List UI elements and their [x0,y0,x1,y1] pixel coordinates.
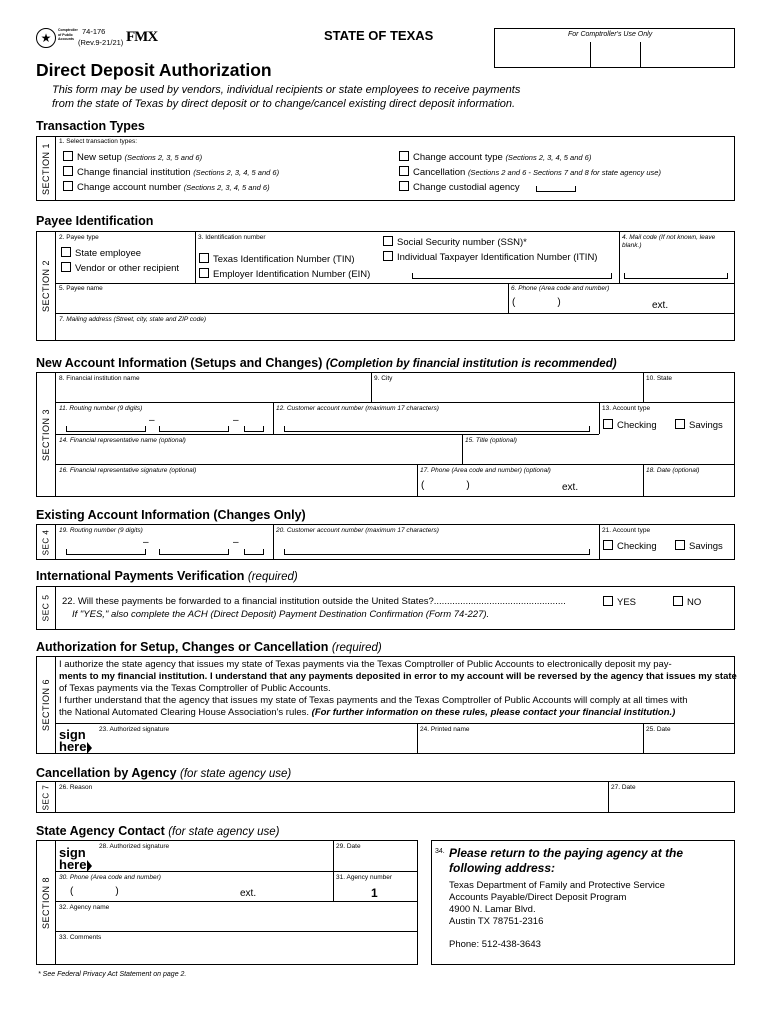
section-2-side: SECTION 2 [36,231,56,341]
fm-mark: FMX [126,29,158,45]
existing-checking-option[interactable]: Checking [603,540,657,552]
section-4-side: SEC 4 [36,524,56,560]
authorization-date-label: 25. Date [646,726,671,733]
agency-phone-label: 30. Phone (Area code and number) [59,874,161,881]
agency-phone-ext[interactable]: ext. [240,888,257,899]
checkbox[interactable] [383,251,393,261]
international-note: If "YES," also complete the ACH (Direct Deposit) Payment Destination Confirmation (Form 74-227). [72,609,490,620]
state-employee-option[interactable]: State employee [61,247,141,259]
payee-phone-ext[interactable]: ext. [652,300,669,311]
existing-account-label: 20. Customer account number (maximum 17 characters) [276,527,439,534]
routing-dash-1: – [149,415,155,426]
routing-field-2[interactable] [159,426,229,432]
existing-routing-dash-1: – [143,537,149,548]
checkbox[interactable] [63,151,73,161]
payee-phone-label: 6. Phone (Area code and number) [511,285,610,292]
section-6-heading: Authorization for Setup, Changes or Cancellation (required) [36,640,382,654]
rep-phone-ext[interactable]: ext. [562,482,579,493]
custodial-agency-option[interactable]: Change custodial agency [399,181,520,193]
form-revision: (Rev.9-21/21) [78,38,124,47]
change-account-type-option[interactable]: Change account type (Sections 2, 3, 4, 5 and 6) [399,151,591,163]
ein-option[interactable]: Employer Identification Number (EIN) [199,268,370,280]
agency-date-label: 29. Date [336,843,361,850]
comptroller-logo: ★ [36,28,56,48]
section-5 [36,586,735,630]
section-8-side: SECTION 8 [36,840,56,965]
section-3-side: SECTION 3 [36,372,56,497]
existing-routing-field-1[interactable] [66,549,146,555]
existing-routing-label: 19. Routing number (9 digits) [59,527,143,534]
custodial-code-field[interactable] [536,186,576,192]
intro-line-1: This form may be used by vendors, individual recipients or state employees to receive payments [52,84,521,96]
intro-line-2: from the state of Texas by direct deposit or to change/cancel existing direct deposit information. [52,98,516,110]
checkbox[interactable] [603,419,613,429]
checking-option[interactable]: Checking [603,419,657,431]
international-question: 22. Will these payments be forwarded to a financial institution outside the United States?.................................................. [62,596,566,607]
existing-routing-field-2[interactable] [159,549,229,555]
return-title-1: Please return to the paying agency at the [449,846,684,860]
section-6-side: SECTION 6 [36,656,56,754]
section-3-heading: New Account Information (Setups and Changes) (Completion by financial institution is recommended) [36,356,617,370]
reason-label: 26. Reason [59,784,93,791]
vendor-option[interactable]: Vendor or other recipient [61,262,179,274]
account-label: 12. Customer account number (maximum 17 characters) [276,405,439,412]
form-number: 74-176 [82,27,106,36]
page-title: Direct Deposit Authorization [36,60,272,80]
checkbox[interactable] [675,419,685,429]
select-label: 1. Select transaction types: [59,138,138,145]
agency-signature-label: 28. Authorized signature [99,843,170,850]
new-setup-option[interactable]: New setup (Sections 2, 3, 5 and 6) [63,151,202,163]
existing-routing-field-3[interactable] [244,549,264,555]
checkbox[interactable] [399,151,409,161]
mail-code-label: 4. Mail code (If not known, leave blank.) [622,234,716,249]
checkbox[interactable] [675,540,685,550]
agency-number-value[interactable]: 1 [371,886,378,900]
checkbox[interactable] [61,247,71,257]
printed-name-label: 24. Printed name [420,726,470,733]
savings-option[interactable]: Savings [675,419,723,431]
payee-phone-area[interactable]: ( ) [512,297,561,308]
comments-label: 33. Comments [59,934,102,941]
checkbox[interactable] [603,540,613,550]
checkbox[interactable] [199,268,209,278]
return-title-2: following address: [449,861,556,875]
routing-field-1[interactable] [66,426,146,432]
state-label: 10. State [646,375,673,382]
payee-name-label: 5. Payee name [59,285,103,292]
sign-here-marker: sign here [59,729,92,754]
checkbox[interactable] [63,166,73,176]
checkbox[interactable] [199,253,209,263]
mail-code-field[interactable] [624,273,728,279]
rep-name-label: 14. Financial representative name (optional) [59,437,186,444]
change-fi-option[interactable]: Change financial institution (Sections 2, 3, 4, 5 and 6) [63,166,279,178]
ssn-option[interactable]: Social Security number (SSN)* [383,236,527,248]
section-5-side: SEC 5 [36,586,56,630]
agency-phone-area[interactable]: ( ) [70,886,119,897]
checkbox[interactable] [383,236,393,246]
change-account-number-option[interactable]: Change account number (Sections 2, 3, 4, 5 and 6) [63,181,270,193]
section-1-side: SECTION 1 [36,136,56,201]
privacy-footnote: * See Federal Privacy Act Statement on page 2. [38,971,187,978]
section-8 [36,840,418,965]
return-number: 34. [435,848,445,855]
checkbox[interactable] [603,596,613,606]
section-5-heading: International Payments Verification (required) [36,569,298,583]
comptroller-use-label: For Comptroller's Use Only [568,31,653,38]
routing-dash-2: – [233,415,239,426]
fi-name-label: 8. Financial institution name [59,375,140,382]
identification-label: 3. Identification number [198,234,266,241]
id-number-field[interactable] [412,273,612,279]
account-field[interactable] [284,426,590,432]
checkbox[interactable] [673,596,683,606]
checkbox[interactable] [399,181,409,191]
tin-option[interactable]: Texas Identification Number (TIN) [199,253,355,265]
return-phone: Phone: 512-438-3643 [449,939,541,950]
international-no[interactable]: NO [673,596,701,608]
agency-number-label: 31. Agency number [336,874,393,881]
checkbox[interactable] [399,166,409,176]
agency-name-label: 32. Agency name [59,904,110,911]
checkbox[interactable] [61,262,71,272]
section-4-heading: Existing Account Information (Changes Only) [36,508,306,522]
section-8-heading: State Agency Contact (for state agency use) [36,824,280,838]
cancellation-date-label: 27. Date [611,784,636,791]
existing-savings-option[interactable]: Savings [675,540,723,552]
rep-date-label: 18. Date (optional) [646,467,700,474]
rep-signature-label: 16. Financial representative signature (optional) [59,467,197,474]
payee-type-label: 2. Payee type [59,234,99,241]
account-type-label: 13. Account type [602,405,651,412]
existing-account-field[interactable] [284,549,590,555]
checkbox[interactable] [63,181,73,191]
section-7-side: SEC 7 [36,781,56,813]
return-address: Texas Department of Family and Protective Service Accounts Payable/Direct Deposit Program 4900 N. Lamar Blvd. Austin TX 78751-2316 [449,880,665,927]
routing-field-3[interactable] [244,426,264,432]
existing-routing-dash-2: – [233,537,239,548]
rep-phone-area[interactable]: ( ) [421,480,470,491]
international-yes[interactable]: YES [603,596,636,608]
authorization-text: I authorize the state agency that issues my state of Texas payments via the Texas Comptroller of Public Accounts to electronically deposit my pay- ments to my financial institution. I understand that any payments deposited in error to my account will be reversed by the agency that issues my state of Texas payments via the Texas Comptroller of Public Accounts. I further understand that the agency that issues my state of Texas payments and the Texas Comptroller of Public Accounts will comply at all times with the National Automated Clearing House Association's rules. (For further information on these rules, please contact your financial institution.) [59,659,737,718]
section-7-heading: Cancellation by Agency (for state agency use) [36,766,292,780]
section-1-heading: Transaction Types [36,119,145,133]
rep-phone-label: 17. Phone (Area code and number) (optional) [420,467,551,474]
cancellation-option[interactable]: Cancellation (Sections 2 and 6 - Sections 7 and 8 for state agency use) [399,166,661,178]
title-label: 15. Title (optional) [465,437,517,444]
authorized-signature-label: 23. Authorized signature [99,726,170,733]
city-label: 9. City [374,375,393,382]
itin-option[interactable]: Individual Taxpayer Identification Number (ITIN) [383,251,597,263]
mailing-address-label: 7. Mailing address (Street, city, state and ZIP code) [59,316,207,323]
section-2-heading: Payee Identification [36,214,154,228]
state-of-texas: STATE OF TEXAS [324,28,434,43]
logo-text: Comptroller of Public Accounts [58,28,78,41]
routing-label: 11. Routing number (9 digits) [59,405,143,412]
agency-sign-here-marker: sign here [59,847,92,872]
existing-account-type-label: 21. Account type [602,527,651,534]
